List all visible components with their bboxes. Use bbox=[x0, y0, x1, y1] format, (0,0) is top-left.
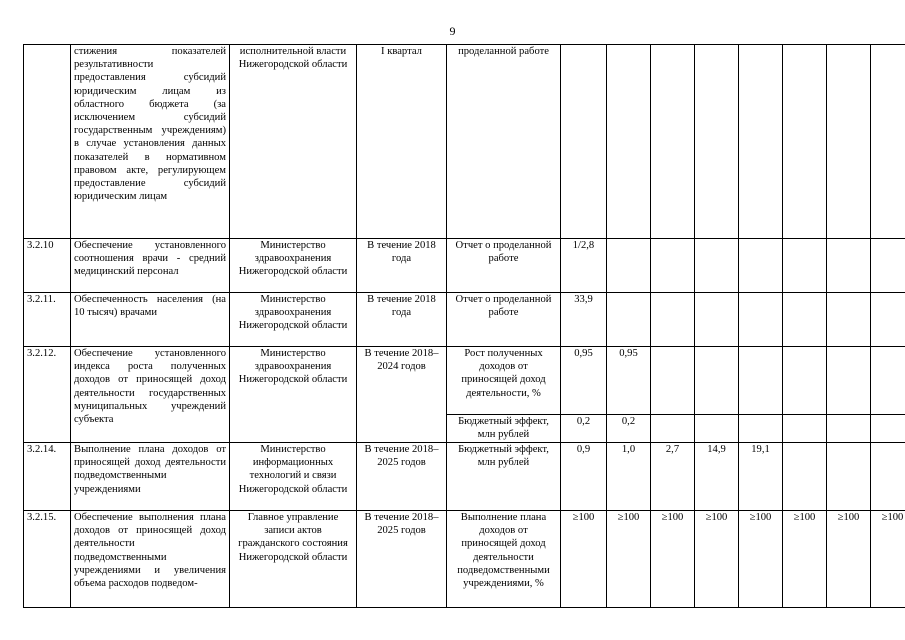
value-cell bbox=[783, 443, 827, 511]
measure-description: Обеспечение выполнения плана доходов от приносящей доход деятельности подведомственными учреждениями и увеличения объема расходов подведом- bbox=[71, 511, 230, 608]
value-cell: 0,95 bbox=[561, 347, 607, 415]
value-cell bbox=[695, 239, 739, 293]
value-cell: ≥100 bbox=[607, 511, 651, 608]
value-cell bbox=[871, 293, 905, 347]
term: В течение 2018–2024 годов bbox=[357, 347, 447, 443]
table-row bbox=[24, 45, 905, 239]
result-indicator: Бюджетный эффект, млн рублей bbox=[447, 443, 561, 511]
value-cell bbox=[827, 293, 871, 347]
value-cell bbox=[607, 45, 651, 239]
term: В течение 2018 года bbox=[357, 239, 447, 293]
measure-description: Обеспеченность населения (на 10 тысяч) врачами bbox=[71, 293, 230, 347]
value-cell bbox=[827, 45, 871, 239]
row-number: 3.2.14. bbox=[24, 443, 71, 511]
value-cell bbox=[827, 347, 871, 415]
result-indicator: Отчет о проделанной работе bbox=[447, 293, 561, 347]
result-indicator: проделанной работе bbox=[447, 45, 561, 239]
term: В течение 2018 года bbox=[357, 293, 447, 347]
value-cell: 0,2 bbox=[607, 415, 651, 443]
value-cell bbox=[783, 239, 827, 293]
term: I квартал bbox=[357, 45, 447, 239]
value-cell bbox=[827, 239, 871, 293]
measure-description: Обеспечение установленного соотношения врачи - средний медицинский персонал bbox=[71, 239, 230, 293]
executor: исполнительной власти Нижегородской области bbox=[230, 45, 357, 239]
row-number: 3.2.12. bbox=[24, 347, 71, 443]
value-cell bbox=[871, 415, 905, 443]
value-cell bbox=[783, 45, 827, 239]
result-indicator: Выполнение плана доходов от приносящей доход деятельности подведомственными учреждениями, % bbox=[447, 511, 561, 608]
value-cell bbox=[739, 239, 783, 293]
executor: Министерство здравоохранения Нижегородской области bbox=[230, 293, 357, 347]
value-cell bbox=[695, 347, 739, 415]
value-cell bbox=[871, 45, 905, 239]
value-cell bbox=[695, 45, 739, 239]
value-cell: ≥100 bbox=[827, 511, 871, 608]
value-cell: 0,95 bbox=[607, 347, 651, 415]
table-row bbox=[24, 443, 905, 511]
value-cell: 1/2,8 bbox=[561, 239, 607, 293]
value-cell: ≥100 bbox=[739, 511, 783, 608]
value-cell bbox=[827, 443, 871, 511]
value-cell bbox=[695, 415, 739, 443]
table-row bbox=[24, 511, 905, 608]
value-cell bbox=[739, 415, 783, 443]
value-cell bbox=[651, 239, 695, 293]
row-number: 3.2.15. bbox=[24, 511, 71, 608]
value-cell: 0,2 bbox=[561, 415, 607, 443]
value-cell: 33,9 bbox=[561, 293, 607, 347]
executor: Главное управление записи актов гражданского состояния Нижегородской области bbox=[230, 511, 357, 608]
result-indicator: Рост полученных доходов от приносящей доход деятельности, % bbox=[447, 347, 561, 415]
value-cell bbox=[871, 239, 905, 293]
value-cell: ≥100 bbox=[871, 511, 905, 608]
value-cell: ≥100 bbox=[651, 511, 695, 608]
value-cell bbox=[871, 443, 905, 511]
value-cell: 0,9 bbox=[561, 443, 607, 511]
value-cell: 1,0 bbox=[607, 443, 651, 511]
row-number: 3.2.10 bbox=[24, 239, 71, 293]
value-cell bbox=[783, 347, 827, 415]
value-cell bbox=[695, 293, 739, 347]
row-number bbox=[24, 45, 71, 239]
value-cell bbox=[651, 347, 695, 415]
page-number: 9 bbox=[449, 24, 456, 38]
value-cell: ≥100 bbox=[695, 511, 739, 608]
table-row bbox=[24, 239, 905, 293]
value-cell bbox=[739, 347, 783, 415]
term: В течение 2018–2025 годов bbox=[357, 511, 447, 608]
value-cell bbox=[827, 415, 871, 443]
value-cell bbox=[871, 347, 905, 415]
value-cell: ≥100 bbox=[783, 511, 827, 608]
value-cell bbox=[739, 293, 783, 347]
value-cell: 19,1 bbox=[739, 443, 783, 511]
table-row bbox=[24, 347, 905, 415]
value-cell bbox=[739, 45, 783, 239]
executor: Министерство здравоохранения Нижегородской области bbox=[230, 239, 357, 293]
row-number: 3.2.11. bbox=[24, 293, 71, 347]
result-indicator: Бюджетный эффект, млн рублей bbox=[447, 415, 561, 443]
value-cell: 2,7 bbox=[651, 443, 695, 511]
value-cell: ≥100 bbox=[561, 511, 607, 608]
value-cell bbox=[651, 415, 695, 443]
measure-description: стижения показателей результативности предоставления субсидий юридическим лицам из областного бюджета (за исключением субсидий государственным учреждениям) в случае установления данных показателей в нормативном правовом акте, регулирующем предоставление субсидий юридическим лицам bbox=[71, 45, 230, 239]
value-cell bbox=[561, 45, 607, 239]
value-cell bbox=[783, 293, 827, 347]
value-cell bbox=[651, 45, 695, 239]
measures-table bbox=[23, 44, 905, 608]
measure-description: Обеспечение установленного индекса роста полученных доходов от приносящей доход деятельности государственных муниципальных учреждений субъекта bbox=[71, 347, 230, 443]
term: В течение 2018–2025 годов bbox=[357, 443, 447, 511]
value-cell bbox=[607, 293, 651, 347]
value-cell bbox=[607, 239, 651, 293]
value-cell bbox=[783, 415, 827, 443]
executor: Министерство здравоохранения Нижегородской области bbox=[230, 347, 357, 443]
executor: Министерство информационных технологий и связи Нижегородской области bbox=[230, 443, 357, 511]
table-row bbox=[24, 293, 905, 347]
result-indicator: Отчет о проделанной работе bbox=[447, 239, 561, 293]
measure-description: Выполнение плана доходов от приносящей доход деятельности подведомственными учреждениями bbox=[71, 443, 230, 511]
value-cell bbox=[651, 293, 695, 347]
value-cell: 14,9 bbox=[695, 443, 739, 511]
